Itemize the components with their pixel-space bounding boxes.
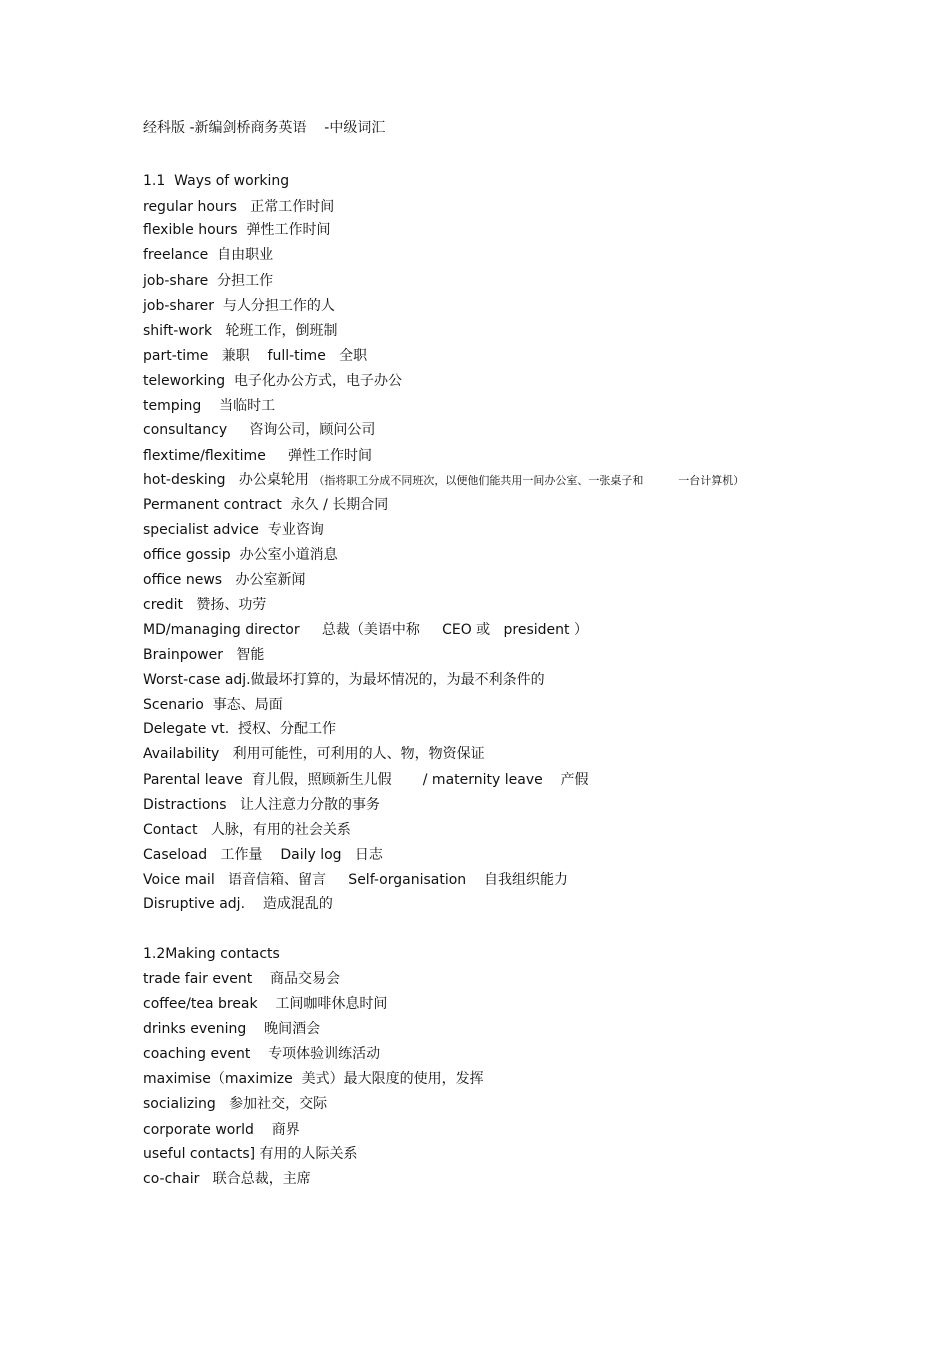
vocab-entry: useful contacts] 有用的人际关系 [143,1146,358,1162]
vocab-note: （指将职工分成不同班次，以便他们能共用一间办公室、一张桌子和 一台计算机） [313,474,745,487]
vocab-entry: office gossip 办公室小道消息 [143,547,338,563]
vocab-entry: specialist advice 专业咨询 [143,522,324,538]
document-title: 经科版 -新编剑桥商务英语 -中级词汇 [143,120,386,136]
vocab-entry: shift-work 轮班工作，倒班制 [143,323,338,339]
vocab-entry: Worst-case adj.做最坏打算的，为最坏情况的，为最不利条件的 [143,672,545,688]
section-heading: 1.1 Ways of working [143,173,290,189]
vocab-entry: Permanent contract 永久 / 长期合同 [143,497,389,513]
section-heading: 1.2Making contacts [143,946,280,962]
vocab-entry: job-sharer 与人分担工作的人 [143,298,335,314]
vocab-entry: drinks evening 晚间酒会 [143,1021,321,1037]
vocab-entry: co-chair 联合总裁，主席 [143,1171,311,1187]
vocab-entry-hot-desking [143,471,744,490]
vocab-entry: regular hours 正常工作时间 [143,199,335,215]
vocab-entry: freelance 自由职业 [143,247,274,263]
vocab-entry: consultancy 咨询公司，顾问公司 [143,422,376,438]
vocab-entry: flexible hours 弹性工作时间 [143,222,331,238]
vocab-entry: temping 当临时工 [143,398,276,414]
vocab-entry: flextime/flexitime 弹性工作时间 [143,448,373,464]
vocab-entry: Delegate vt. 授权、分配工作 [143,721,337,737]
vocab-entry: corporate world 商界 [143,1122,300,1138]
vocab-entry: Contact 人脉，有用的社会关系 [143,822,351,838]
vocab-entry: Parental leave 育儿假，照顾新生儿假 / maternity leave 产假 [143,772,589,788]
vocab-entry: maximise（maximize 美式）最大限度的使用，发挥 [143,1071,484,1087]
vocab-entry: coffee/tea break 工间咖啡休息时间 [143,996,388,1012]
vocab-entry: office news 办公室新闻 [143,572,306,588]
vocab-term: hot-desking 办公桌轮用 [143,472,309,488]
vocab-entry: socializing 参加社交，交际 [143,1096,328,1112]
vocab-entry: Scenario 事态、局面 [143,697,283,713]
vocab-entry: Disruptive adj. 造成混乱的 [143,896,333,912]
vocab-entry: coaching event 专项体验训练活动 [143,1046,381,1062]
vocab-entry: job-share 分担工作 [143,273,274,289]
vocab-entry: credit 赞扬、功劳 [143,597,267,613]
vocab-entry: Caseload 工作量 Daily log 日志 [143,847,383,863]
vocab-entry: Distractions 让人注意力分散的事务 [143,797,380,813]
vocab-entry: Voice mail 语音信箱、留言 Self-organisation 自我组织能力 [143,872,568,888]
vocab-entry: trade fair event 商品交易会 [143,971,341,987]
vocab-entry: Brainpower 智能 [143,647,265,663]
vocab-entry: teleworking 电子化办公方式，电子办公 [143,373,403,389]
vocab-entry: MD/managing director 总裁（美语中称 CEO 或 president ） [143,622,588,638]
vocab-entry: Availability 利用可能性，可利用的人、物，物资保证 [143,746,485,762]
vocab-entry: part-time 兼职 full-time 全职 [143,348,368,364]
